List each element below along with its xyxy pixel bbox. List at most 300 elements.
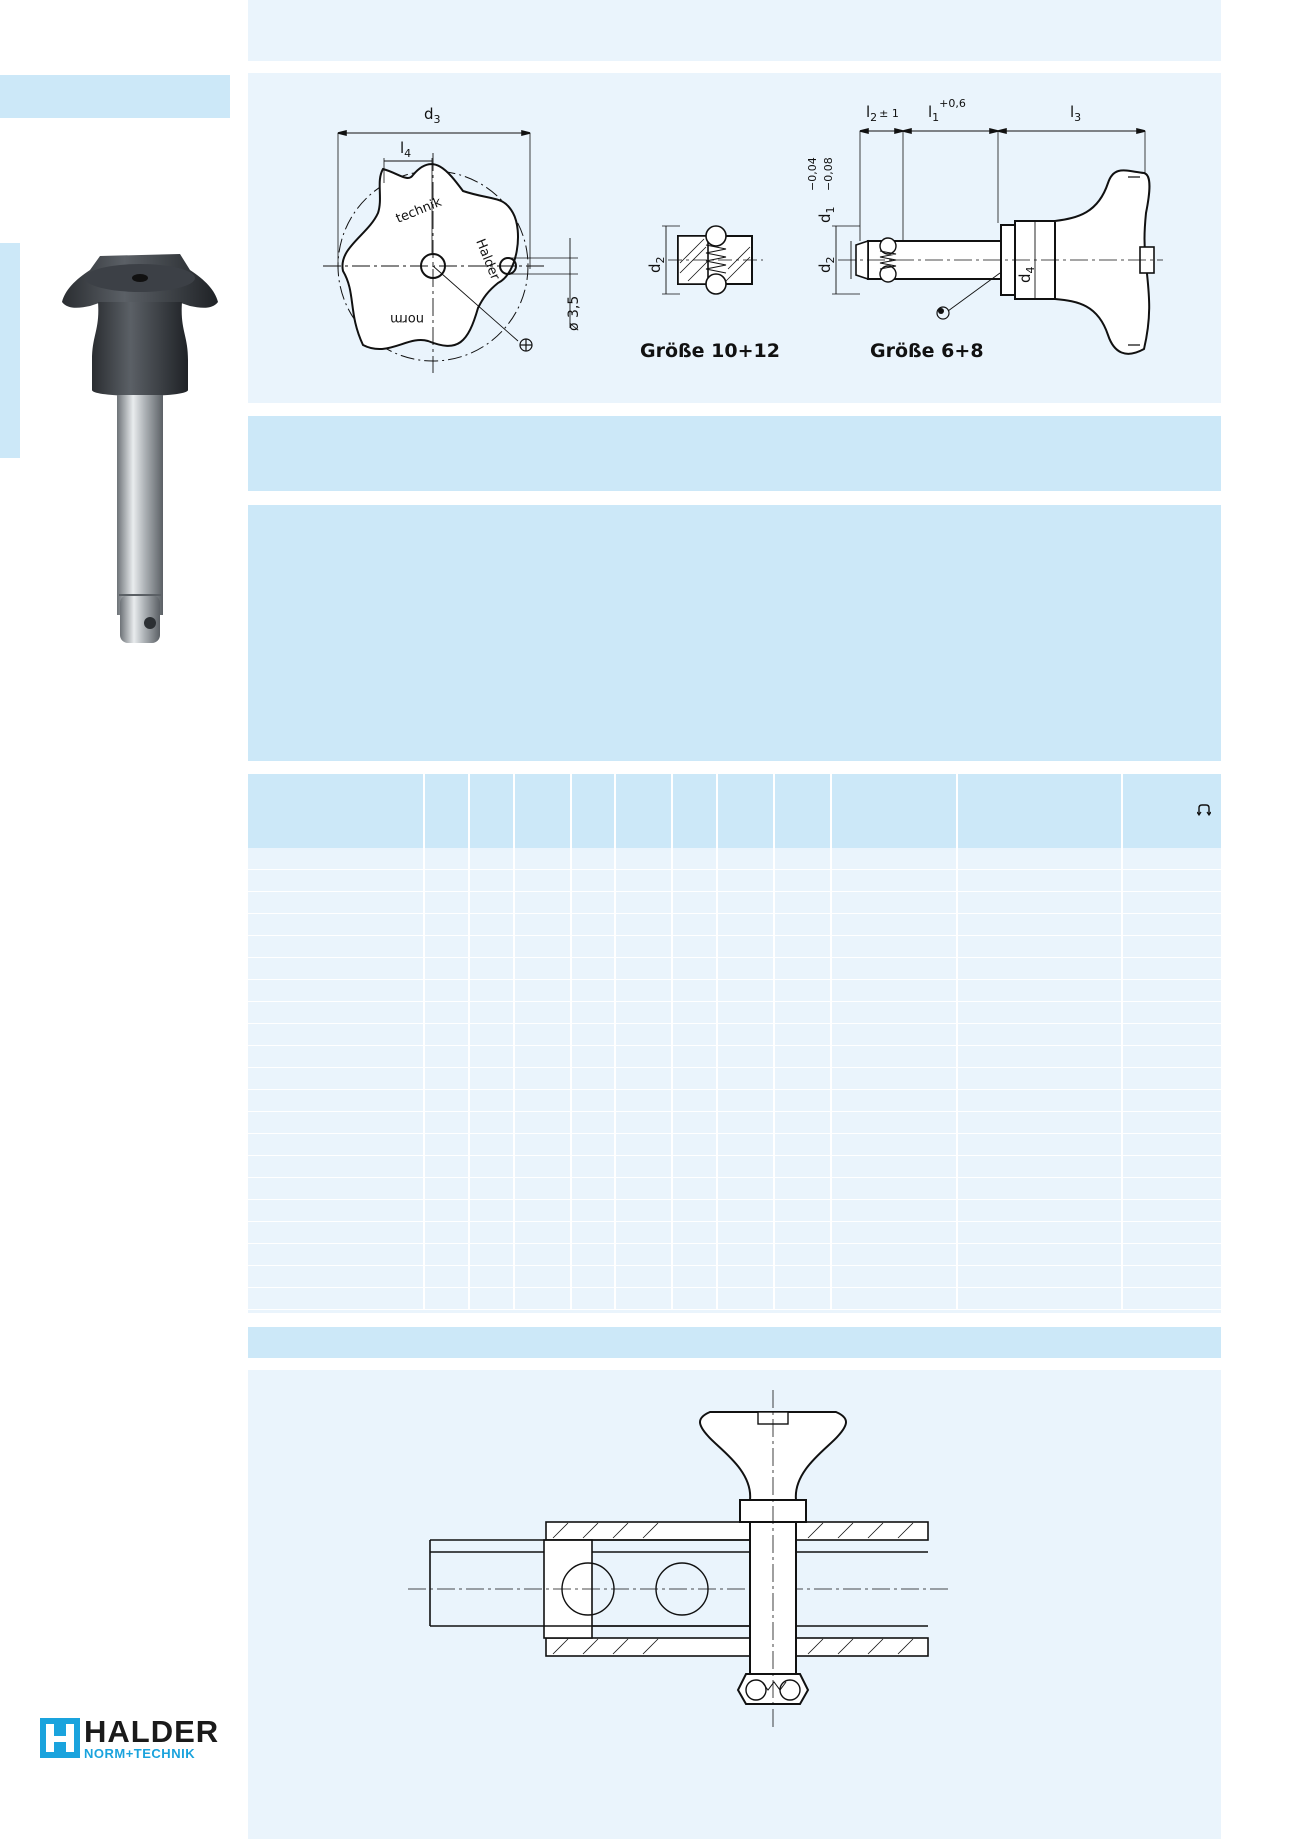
svg-text:l1+0,6: $l_1^{+0,6}$ (928, 97, 966, 124)
table-cell (718, 1288, 775, 1310)
table-cell (775, 1024, 832, 1046)
table-cell (616, 1178, 673, 1200)
table-cell (425, 1244, 470, 1266)
table-cell (572, 892, 617, 914)
table-cell (572, 1266, 617, 1288)
table-cell (515, 980, 572, 1002)
table-row (248, 914, 1221, 936)
svg-text:l3: $l_3$ (1070, 103, 1082, 124)
col-header (470, 774, 515, 848)
table-cell (470, 1024, 515, 1046)
table-cell (572, 1112, 617, 1134)
table-cell (775, 1244, 832, 1266)
table-cell (425, 848, 470, 870)
table-cell (515, 1046, 572, 1068)
table-cell (832, 1178, 959, 1200)
col-header (515, 774, 572, 848)
table-cell (1123, 1156, 1221, 1178)
table-row (248, 1222, 1221, 1244)
col-header (958, 774, 1123, 848)
table-cell (425, 1046, 470, 1068)
table-cell (673, 1068, 718, 1090)
table-cell (832, 1090, 959, 1112)
svg-text:l4: $l_4$ (400, 139, 412, 160)
table-cell (470, 1156, 515, 1178)
table-cell (515, 1002, 572, 1024)
table-cell (832, 1046, 959, 1068)
table-cell (775, 1266, 832, 1288)
table-cell (616, 870, 673, 892)
table-cell (832, 1222, 959, 1244)
table-cell (248, 1112, 425, 1134)
table-cell (832, 1002, 959, 1024)
table-cell (616, 1024, 673, 1046)
table-cell (775, 958, 832, 980)
table-cell (572, 1244, 617, 1266)
table-cell (470, 936, 515, 958)
table-cell (718, 914, 775, 936)
table-cell (1123, 1068, 1221, 1090)
table-cell (673, 1222, 718, 1244)
table-cell (775, 980, 832, 1002)
table-cell (425, 892, 470, 914)
svg-text:−0,08: −0,08 (822, 157, 835, 191)
table-cell (1123, 914, 1221, 936)
table-row (248, 892, 1221, 914)
table-cell (616, 914, 673, 936)
table-cell (572, 936, 617, 958)
table-cell (775, 1178, 832, 1200)
table-cell (958, 848, 1123, 870)
table-cell (958, 1068, 1123, 1090)
table-cell (1123, 892, 1221, 914)
table-cell (515, 1222, 572, 1244)
table-cell (470, 870, 515, 892)
table-cell (775, 936, 832, 958)
col-header (248, 774, 425, 848)
table-cell (1123, 1266, 1221, 1288)
table-cell (673, 1024, 718, 1046)
table-cell (958, 892, 1123, 914)
table-cell (673, 958, 718, 980)
table-cell (616, 1112, 673, 1134)
table-cell (515, 1288, 572, 1310)
table-cell (832, 914, 959, 936)
table-cell (958, 914, 1123, 936)
table-cell (958, 870, 1123, 892)
col-header-icon (1123, 774, 1221, 848)
table-row (248, 1068, 1221, 1090)
table-cell (572, 1156, 617, 1178)
svg-text:d2: $d_2$ (646, 256, 667, 273)
table-cell (775, 1068, 832, 1090)
table-cell (470, 1090, 515, 1112)
table-cell (248, 1222, 425, 1244)
table-cell (718, 936, 775, 958)
table-cell (248, 1134, 425, 1156)
col-header (775, 774, 832, 848)
section-tab (0, 75, 230, 118)
table-cell (1123, 1002, 1221, 1024)
table-cell (958, 1002, 1123, 1024)
table-cell (515, 1200, 572, 1222)
table-cell (718, 1112, 775, 1134)
table-row (248, 1090, 1221, 1112)
table-row (248, 1134, 1221, 1156)
table-cell (248, 980, 425, 1002)
table-cell (616, 1090, 673, 1112)
col-header (572, 774, 617, 848)
table-cell (572, 1090, 617, 1112)
table-cell (425, 1200, 470, 1222)
table-row (248, 1112, 1221, 1134)
table-cell (958, 1178, 1123, 1200)
table-cell (616, 958, 673, 980)
table-cell (1123, 1134, 1221, 1156)
table-cell (673, 1002, 718, 1024)
table-cell (1123, 1046, 1221, 1068)
product-photo (40, 240, 240, 660)
table-row (248, 848, 1221, 870)
table-cell (572, 870, 617, 892)
table-cell (718, 1002, 775, 1024)
table-cell (958, 1090, 1123, 1112)
table-cell (425, 958, 470, 980)
table-cell (832, 1244, 959, 1266)
table-cell (248, 958, 425, 980)
table-cell (718, 958, 775, 980)
table-cell (775, 1288, 832, 1310)
table-cell (775, 892, 832, 914)
svg-text:norm: norm (390, 311, 424, 326)
table-cell (425, 1112, 470, 1134)
table-cell (775, 914, 832, 936)
table-cell (718, 1266, 775, 1288)
table-cell (470, 1266, 515, 1288)
table-cell (673, 1046, 718, 1068)
table-row (248, 958, 1221, 980)
table-cell (425, 1178, 470, 1200)
table-cell (775, 870, 832, 892)
table-cell (1123, 1200, 1221, 1222)
table-cell (775, 1046, 832, 1068)
table-cell (515, 1024, 572, 1046)
table-cell (515, 1134, 572, 1156)
table-cell (1123, 1024, 1221, 1046)
halder-logo (40, 1716, 230, 1760)
section-header-bar (248, 416, 1221, 491)
table-cell (572, 1046, 617, 1068)
table-cell (515, 936, 572, 958)
table-cell (616, 848, 673, 870)
table-cell (248, 1178, 425, 1200)
table-cell (572, 1002, 617, 1024)
table-cell (248, 914, 425, 936)
application-panel (248, 1370, 1221, 1839)
table-row (248, 980, 1221, 1002)
table-cell (248, 1244, 425, 1266)
table-cell (248, 1090, 425, 1112)
table-cell (718, 1068, 775, 1090)
table-cell (248, 1068, 425, 1090)
table-cell (248, 1046, 425, 1068)
table-cell (515, 958, 572, 980)
table-cell (718, 1090, 775, 1112)
table-cell (832, 1068, 959, 1090)
table-cell (425, 1068, 470, 1090)
table-cell (1123, 936, 1221, 958)
table-cell (572, 1200, 617, 1222)
table-cell (248, 1002, 425, 1024)
table-cell (616, 1200, 673, 1222)
table-cell (515, 848, 572, 870)
table-cell (958, 1156, 1123, 1178)
table-row (248, 1046, 1221, 1068)
drawing-panel (248, 73, 1221, 403)
table-cell (832, 1266, 959, 1288)
table-cell (673, 936, 718, 958)
table-cell (832, 1200, 959, 1222)
arrow-loop-icon (1197, 804, 1211, 816)
table-cell (775, 1134, 832, 1156)
table-cell (470, 1178, 515, 1200)
table-cell (616, 980, 673, 1002)
table-cell (515, 892, 572, 914)
table-cell (718, 1156, 775, 1178)
table-cell (718, 1024, 775, 1046)
table-cell (1123, 1178, 1221, 1200)
logo-brand: HALDER (84, 1714, 220, 1749)
col-header (718, 774, 775, 848)
col-header (425, 774, 470, 848)
caption-size-10-12: Größe 10+12 (640, 340, 780, 362)
table-cell (515, 870, 572, 892)
col-header (616, 774, 673, 848)
header-bar (248, 0, 1221, 61)
table-cell (775, 1112, 832, 1134)
table-cell (470, 1222, 515, 1244)
table-cell (673, 892, 718, 914)
table-cell (425, 1024, 470, 1046)
table-cell (470, 1288, 515, 1310)
table-cell (470, 980, 515, 1002)
table-cell (515, 1266, 572, 1288)
table-cell (775, 1002, 832, 1024)
table-cell (572, 1222, 617, 1244)
table-cell (248, 1200, 425, 1222)
table-cell (515, 1090, 572, 1112)
table-cell (718, 892, 775, 914)
table-cell (775, 1090, 832, 1112)
table-cell (775, 848, 832, 870)
table-cell (470, 914, 515, 936)
table-cell (775, 1222, 832, 1244)
table-cell (470, 848, 515, 870)
table-cell (1123, 1288, 1221, 1310)
table-cell (616, 892, 673, 914)
table-cell (248, 848, 425, 870)
description-panel (248, 505, 1221, 761)
table-cell (515, 1068, 572, 1090)
table-cell (958, 980, 1123, 1002)
table-cell (515, 1156, 572, 1178)
table-cell (958, 1024, 1123, 1046)
table-cell (616, 1266, 673, 1288)
table-cell (673, 1200, 718, 1222)
table-cell (470, 1134, 515, 1156)
table-cell (1123, 1090, 1221, 1112)
table-cell (673, 1090, 718, 1112)
table-cell (832, 848, 959, 870)
table-row (248, 870, 1221, 892)
table-cell (425, 1134, 470, 1156)
table-cell (832, 1134, 959, 1156)
table-cell (248, 1156, 425, 1178)
table-header-row (248, 774, 1221, 848)
table-cell (832, 870, 959, 892)
table-cell (1123, 1222, 1221, 1244)
table-cell (718, 1200, 775, 1222)
table-cell (616, 1156, 673, 1178)
table-cell (958, 1200, 1123, 1222)
table-cell (248, 936, 425, 958)
table-row (248, 936, 1221, 958)
table-cell (470, 1068, 515, 1090)
table-cell (1123, 958, 1221, 980)
table-cell (572, 914, 617, 936)
table-cell (425, 1002, 470, 1024)
table-cell (958, 1244, 1123, 1266)
table-cell (616, 1288, 673, 1310)
svg-text:d2: $d_2$ (816, 256, 837, 273)
table-cell (1123, 1112, 1221, 1134)
svg-text:Halder: Halder (472, 236, 503, 283)
table-cell (425, 914, 470, 936)
section-bar-lower (248, 1327, 1221, 1358)
table-cell (958, 1288, 1123, 1310)
table-cell (425, 1090, 470, 1112)
table-cell (572, 1134, 617, 1156)
table-cell (515, 1178, 572, 1200)
table-cell (775, 1200, 832, 1222)
table-cell (470, 958, 515, 980)
table-cell (616, 1002, 673, 1024)
table-cell (425, 980, 470, 1002)
table-cell (425, 936, 470, 958)
svg-text:ø 3,5: ø 3,5 (566, 295, 582, 331)
table-cell (673, 1178, 718, 1200)
table-cell (832, 1024, 959, 1046)
table-cell (718, 1222, 775, 1244)
col-header (673, 774, 718, 848)
table-cell (515, 1112, 572, 1134)
table-cell (832, 936, 959, 958)
table-row (248, 1244, 1221, 1266)
table-cell (470, 1112, 515, 1134)
table-cell (248, 1266, 425, 1288)
table-cell (673, 914, 718, 936)
table-cell (832, 892, 959, 914)
table-cell (673, 1244, 718, 1266)
table-row (248, 1178, 1221, 1200)
table-cell (673, 848, 718, 870)
svg-text:technik: technik (393, 194, 444, 227)
table-cell (616, 1222, 673, 1244)
table-cell (470, 1046, 515, 1068)
table-cell (425, 1222, 470, 1244)
svg-text:−0,04: −0,04 (806, 157, 819, 191)
table-cell (470, 1200, 515, 1222)
table-cell (616, 1068, 673, 1090)
table-cell (718, 980, 775, 1002)
table-cell (616, 1046, 673, 1068)
table-row (248, 1266, 1221, 1288)
table-cell (616, 1134, 673, 1156)
table-cell (1123, 848, 1221, 870)
caption-size-6-8: Größe 6+8 (870, 340, 984, 362)
table-cell (958, 1046, 1123, 1068)
table-cell (515, 1244, 572, 1266)
table-cell (572, 958, 617, 980)
table-cell (572, 1288, 617, 1310)
table-row (248, 1024, 1221, 1046)
table-cell (1123, 1244, 1221, 1266)
table-cell (958, 1222, 1123, 1244)
technical-drawing (248, 73, 1221, 403)
table-cell (958, 1266, 1123, 1288)
table-cell (616, 1244, 673, 1266)
table-cell (832, 958, 959, 980)
table-cell (832, 980, 959, 1002)
col-header (832, 774, 959, 848)
table-cell (673, 1266, 718, 1288)
table-cell (248, 892, 425, 914)
table-cell (425, 1266, 470, 1288)
table-cell (673, 870, 718, 892)
table-row (248, 1002, 1221, 1024)
table-cell (572, 1178, 617, 1200)
table-cell (718, 1244, 775, 1266)
table-cell (425, 1288, 470, 1310)
table-cell (832, 1112, 959, 1134)
table-cell (718, 1046, 775, 1068)
table-cell (248, 1024, 425, 1046)
table-cell (572, 1068, 617, 1090)
logo-tagline: NORM+TECHNIK (84, 1746, 196, 1761)
table-cell (616, 936, 673, 958)
dimension-table (248, 774, 1221, 1313)
table-cell (1123, 980, 1221, 1002)
table-cell (248, 1288, 425, 1310)
table-cell (718, 848, 775, 870)
table-cell (832, 1156, 959, 1178)
table-cell (832, 1288, 959, 1310)
table-cell (673, 1112, 718, 1134)
svg-text:d4: $d_4$ (1016, 266, 1037, 283)
svg-text:d1: $d_1$ (816, 206, 837, 223)
table-cell (572, 1024, 617, 1046)
table-cell (958, 936, 1123, 958)
table-cell (673, 980, 718, 1002)
table-cell (470, 1244, 515, 1266)
table-cell (958, 1134, 1123, 1156)
table-cell (673, 1134, 718, 1156)
application-drawing (248, 1370, 1221, 1839)
table-cell (958, 1112, 1123, 1134)
table-cell (425, 1156, 470, 1178)
table-cell (718, 870, 775, 892)
table-cell (718, 1178, 775, 1200)
